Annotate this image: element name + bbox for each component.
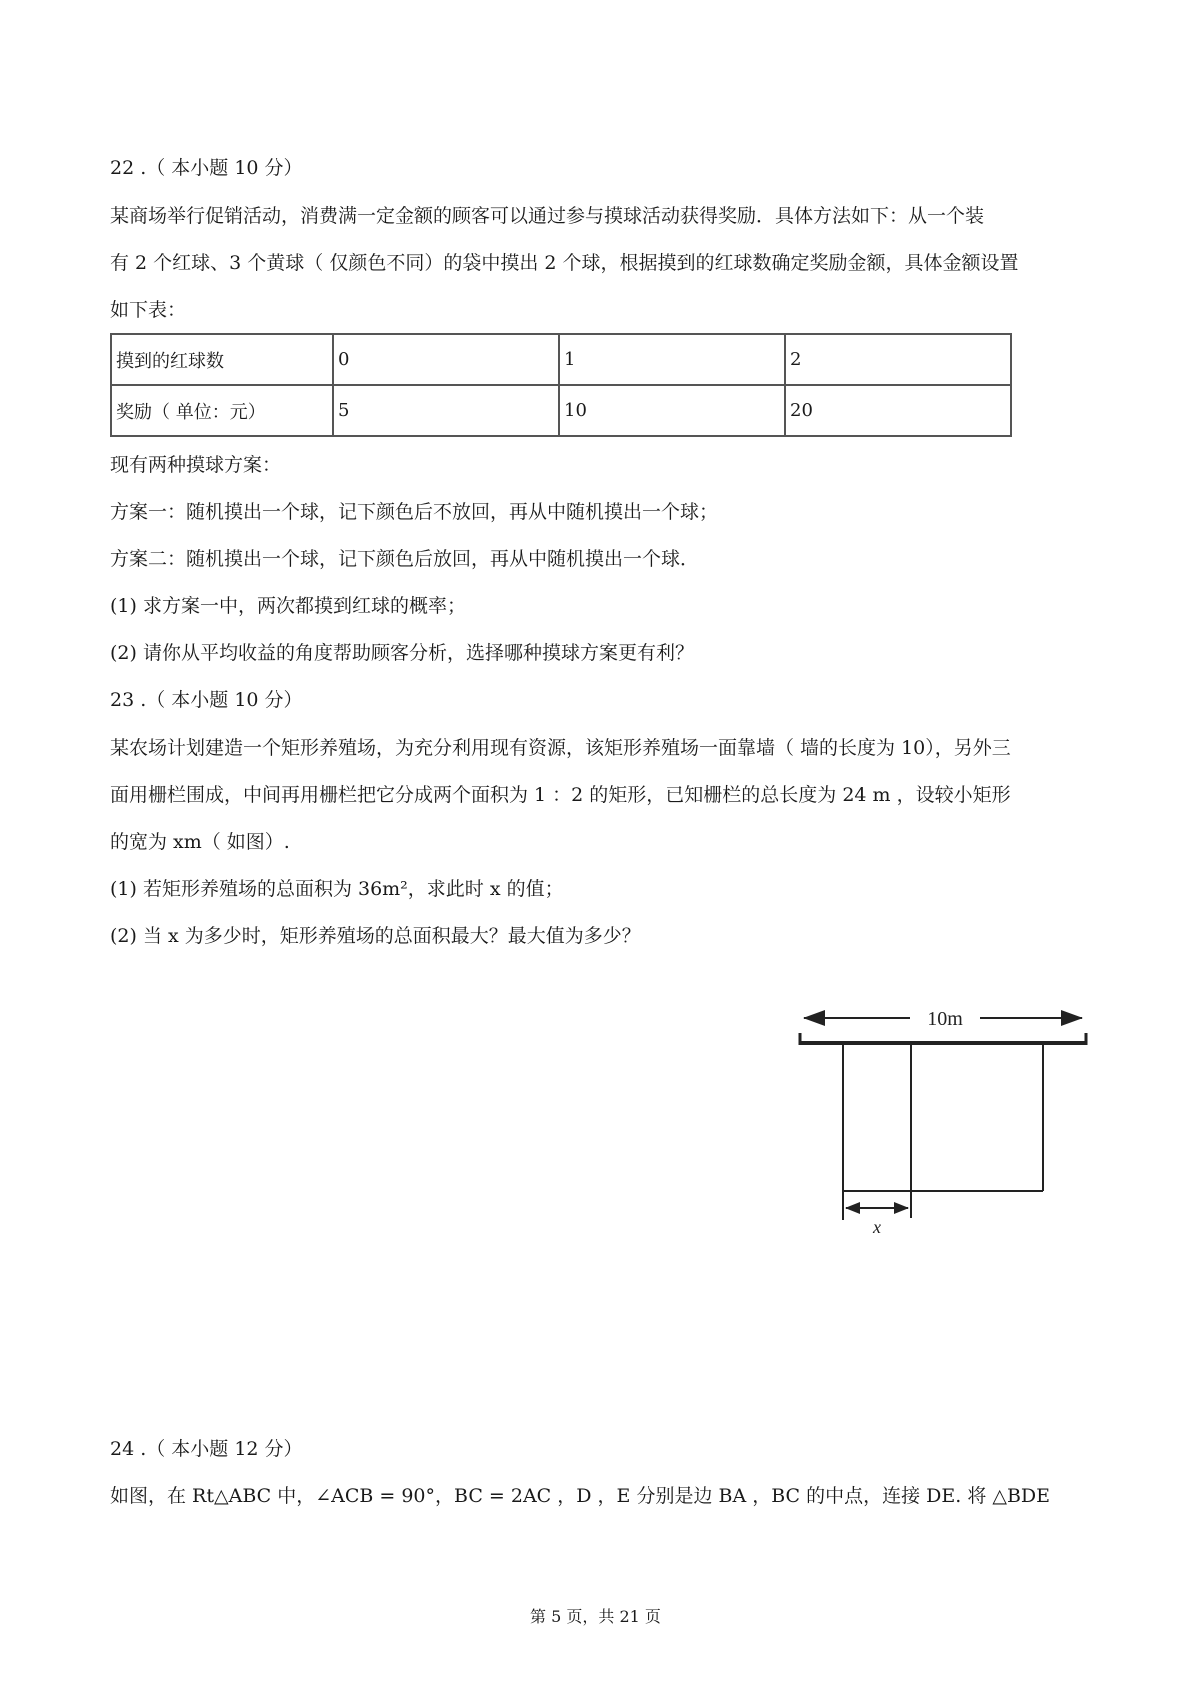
table-cell: 20 <box>785 385 1011 436</box>
q23-text-line2: 面用栅栏围成，中间再用栅栏把它分成两个面积为 1 ：2 的矩形，已知栅栏的总长度为 24 m ，设较小矩形 <box>110 784 1011 806</box>
wall-label: 10m <box>927 1008 963 1030</box>
table-cell: 摸到的红球数 <box>111 334 333 385</box>
table-row <box>111 334 1011 385</box>
x-arrow-right-icon <box>894 1202 909 1214</box>
q24-header: 24 .（ 本小题 12 分） <box>110 1438 303 1460</box>
q22-plans-intro: 现有两种摸球方案： <box>110 454 282 476</box>
arrow-left-icon <box>803 1010 825 1026</box>
table-cell: 2 <box>785 334 1011 385</box>
x-label: x <box>873 1217 881 1237</box>
q22-sub2: (2) 请你从平均收益的角度帮助顾客分析，选择哪种摸球方案更有利？ <box>110 642 694 664</box>
table-cell: 奖励（ 单位：元） <box>111 385 333 436</box>
q23-sub2: (2) 当 x 为多少时，矩形养殖场的总面积最大？最大值为多少？ <box>110 925 641 947</box>
q23-text-line1: 某农场计划建造一个矩形养殖场，为充分利用现有资源，该矩形养殖场一面靠墙（ 墙的长度为 10），另外三 <box>110 737 1011 759</box>
q22-header: 22 .（ 本小题 10 分） <box>110 157 303 179</box>
table-row <box>111 385 1011 436</box>
q22-plan2: 方案二：随机摸出一个球，记下颜色后放回，再从中随机摸出一个球． <box>110 548 700 570</box>
q24-text-line1: 如图，在 Rt△ABC 中，∠ACB = 90°，BC = 2AC ，D ，E 分别是边 BA ，BC 的中点，连接 DE. 将 △BDE <box>110 1485 1051 1507</box>
q22-text-line2: 有 2 个红球、3 个黄球（ 仅颜色不同）的袋中摸出 2 个球，根据摸到的红球数确定奖励金额，具体金额设置 <box>110 252 1019 274</box>
q23-sub1: (1) 若矩形养殖场的总面积为 36m²，求此时 x 的值； <box>110 878 564 900</box>
table-cell: 5 <box>333 385 559 436</box>
q23-header: 23 .（ 本小题 10 分） <box>110 689 303 711</box>
q22-sub1: (1) 求方案一中，两次都摸到红球的概率； <box>110 595 466 617</box>
farm-diagram <box>790 996 1100 1246</box>
q23-text-line3: 的宽为 xm（ 如图）. <box>110 831 290 853</box>
reward-table <box>110 333 1012 437</box>
page-footer: 第 5 页，共 21 页 <box>530 1607 661 1626</box>
q22-plan1: 方案一：随机摸出一个球，记下颜色后不放回，再从中随机摸出一个球； <box>110 501 719 523</box>
q22-text-line1: 某商场举行促销活动，消费满一定金额的顾客可以通过参与摸球活动获得奖励．具体方法如下：从一个装 <box>110 205 985 227</box>
q22-text-line3: 如下表： <box>110 299 187 321</box>
arrow-right-icon <box>1061 1010 1083 1026</box>
x-arrow-left-icon <box>845 1202 860 1214</box>
table-cell: 10 <box>559 385 785 436</box>
table-cell: 0 <box>333 334 559 385</box>
table-cell: 1 <box>559 334 785 385</box>
